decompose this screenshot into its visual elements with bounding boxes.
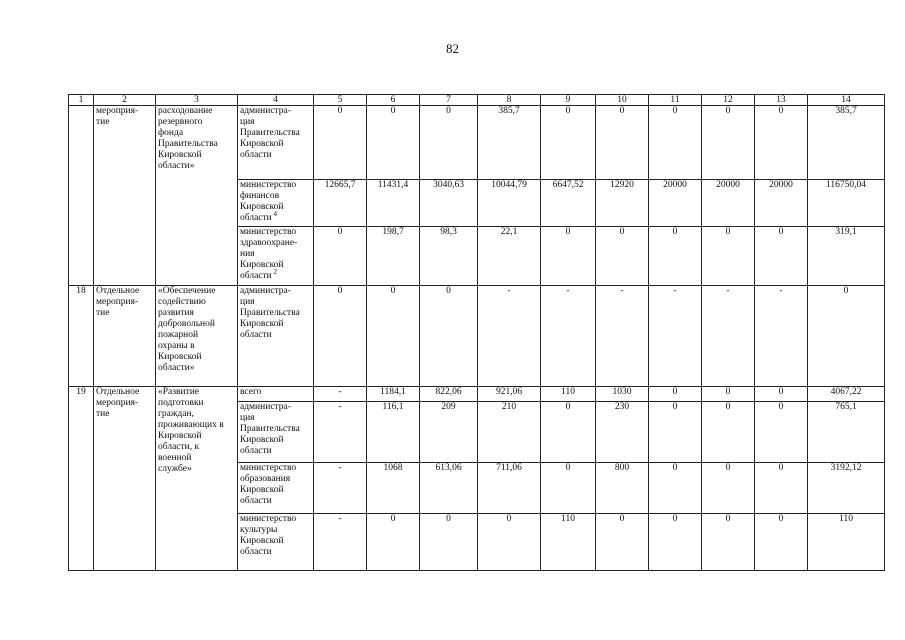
amount-cell: 22,1 — [478, 227, 541, 286]
amount-cell: 20000 — [755, 180, 808, 227]
amount-cell: 0 — [314, 286, 367, 387]
amount-cell: 6647,52 — [541, 180, 596, 227]
amount-cell: 0 — [702, 387, 755, 402]
column-header: 2 — [94, 95, 156, 106]
amount-cell: 0 — [420, 106, 478, 180]
column-header: 6 — [367, 95, 420, 106]
responsible-org: администра- ция Правительства Кировской области — [238, 402, 314, 463]
amount-cell: 0 — [596, 106, 649, 180]
row-number: 18 — [69, 286, 94, 387]
amount-cell: 0 — [314, 227, 367, 286]
column-header: 11 — [649, 95, 702, 106]
amount-cell: 0 — [755, 402, 808, 463]
column-header: 8 — [478, 95, 541, 106]
row-number: 19 — [69, 387, 94, 571]
activity-type: Отдельное мероприя- тие — [94, 387, 156, 571]
amount-cell: 0 — [478, 514, 541, 571]
amount-cell: 613,06 — [420, 463, 478, 514]
amount-cell: - — [314, 514, 367, 571]
activity-type: мероприя- тие — [94, 106, 156, 286]
amount-cell: 822,06 — [420, 387, 478, 402]
amount-cell: - — [478, 286, 541, 387]
footnote-mark: 4 — [271, 209, 278, 218]
column-header: 14 — [808, 95, 885, 106]
amount-cell: 98,3 — [420, 227, 478, 286]
amount-cell: 12665,7 — [314, 180, 367, 227]
amount-cell: 0 — [702, 514, 755, 571]
column-header: 5 — [314, 95, 367, 106]
amount-cell: 1030 — [596, 387, 649, 402]
activity-name: «Обеспечение содействию развития добровольной пожарной охраны в Кировской области» — [156, 286, 238, 387]
amount-cell: 0 — [367, 286, 420, 387]
amount-cell: - — [649, 286, 702, 387]
amount-cell: 116,1 — [367, 402, 420, 463]
column-header: 7 — [420, 95, 478, 106]
amount-cell: 0 — [755, 463, 808, 514]
amount-cell: 110 — [541, 387, 596, 402]
amount-cell: 0 — [367, 514, 420, 571]
table-body — [69, 106, 885, 571]
amount-cell: 0 — [755, 106, 808, 180]
row-number — [69, 106, 94, 286]
amount-cell: 0 — [649, 106, 702, 180]
amount-cell: - — [596, 286, 649, 387]
activity-name: расходование резервного фонда Правительства Кировской области» — [156, 106, 238, 286]
column-header: 12 — [702, 95, 755, 106]
responsible-org: министерство культуры Кировской области — [238, 514, 314, 571]
amount-cell: 110 — [808, 514, 885, 571]
amount-cell: 1184,1 — [367, 387, 420, 402]
amount-cell: 116750,04 — [808, 180, 885, 227]
amount-cell: - — [755, 286, 808, 387]
responsible-org: администра- ция Правительства Кировской области — [238, 286, 314, 387]
amount-cell: 0 — [702, 227, 755, 286]
amount-cell: 198,7 — [367, 227, 420, 286]
responsible-org: администра- ция Правительства Кировской области — [238, 106, 314, 180]
amount-cell: 11431,4 — [367, 180, 420, 227]
column-header: 3 — [156, 95, 238, 106]
amount-cell: - — [702, 286, 755, 387]
column-header: 1 — [69, 95, 94, 106]
amount-cell: 0 — [649, 514, 702, 571]
activity-name: «Развитие подготовки граждан, проживающих в Кировской области, к военной службе» — [156, 387, 238, 571]
amount-cell: 385,7 — [808, 106, 885, 180]
amount-cell: 210 — [478, 402, 541, 463]
amount-cell: 0 — [420, 514, 478, 571]
amount-cell: 385,7 — [478, 106, 541, 180]
amount-cell: 0 — [702, 402, 755, 463]
amount-cell: 0 — [755, 514, 808, 571]
amount-cell: 20000 — [702, 180, 755, 227]
column-header: 9 — [541, 95, 596, 106]
amount-cell: 0 — [702, 106, 755, 180]
amount-cell: 0 — [596, 227, 649, 286]
activity-type: Отдельное мероприя- тие — [94, 286, 156, 387]
amount-cell: 4067,22 — [808, 387, 885, 402]
header-row — [69, 95, 885, 106]
responsible-org: министерство финансов Кировской области $^4$ — [238, 180, 314, 227]
amount-cell: 3040,63 — [420, 180, 478, 227]
table-row — [69, 106, 885, 180]
page-number: 82 — [446, 41, 459, 56]
amount-cell: - — [314, 463, 367, 514]
amount-cell: 0 — [420, 286, 478, 387]
column-header: 13 — [755, 95, 808, 106]
amount-cell: 0 — [596, 514, 649, 571]
amount-cell: 0 — [649, 387, 702, 402]
amount-cell: - — [541, 286, 596, 387]
amount-cell: 1068 — [367, 463, 420, 514]
table-row — [69, 286, 885, 387]
responsible-org: всего — [238, 387, 314, 402]
amount-cell: 0 — [541, 227, 596, 286]
amount-cell: 921,06 — [478, 387, 541, 402]
amount-cell: 209 — [420, 402, 478, 463]
amount-cell: - — [314, 387, 367, 402]
amount-cell: 0 — [367, 106, 420, 180]
amount-cell: - — [314, 402, 367, 463]
amount-cell: 319,1 — [808, 227, 885, 286]
responsible-org: министерство здравоохране- ния Кировской области $^2$ — [238, 227, 314, 286]
budget-table — [68, 94, 885, 571]
column-header: 10 — [596, 95, 649, 106]
column-header: 4 — [238, 95, 314, 106]
amount-cell: 0 — [755, 227, 808, 286]
amount-cell: 0 — [541, 463, 596, 514]
amount-cell: 12920 — [596, 180, 649, 227]
amount-cell: 711,06 — [478, 463, 541, 514]
amount-cell: 765,1 — [808, 402, 885, 463]
amount-cell: 0 — [649, 402, 702, 463]
amount-cell: 0 — [649, 463, 702, 514]
amount-cell: 20000 — [649, 180, 702, 227]
amount-cell: 800 — [596, 463, 649, 514]
amount-cell: 0 — [702, 463, 755, 514]
table-row — [69, 387, 885, 402]
amount-cell: 0 — [649, 227, 702, 286]
amount-cell: 3192,12 — [808, 463, 885, 514]
amount-cell: 10044,79 — [478, 180, 541, 227]
amount-cell: 0 — [755, 387, 808, 402]
amount-cell: 230 — [596, 402, 649, 463]
amount-cell: 0 — [808, 286, 885, 387]
amount-cell: 0 — [314, 106, 367, 180]
responsible-org: министерство образования Кировской области — [238, 463, 314, 514]
amount-cell: 110 — [541, 514, 596, 571]
amount-cell: 0 — [541, 402, 596, 463]
footnote-mark: 2 — [271, 267, 278, 276]
amount-cell: 0 — [541, 106, 596, 180]
